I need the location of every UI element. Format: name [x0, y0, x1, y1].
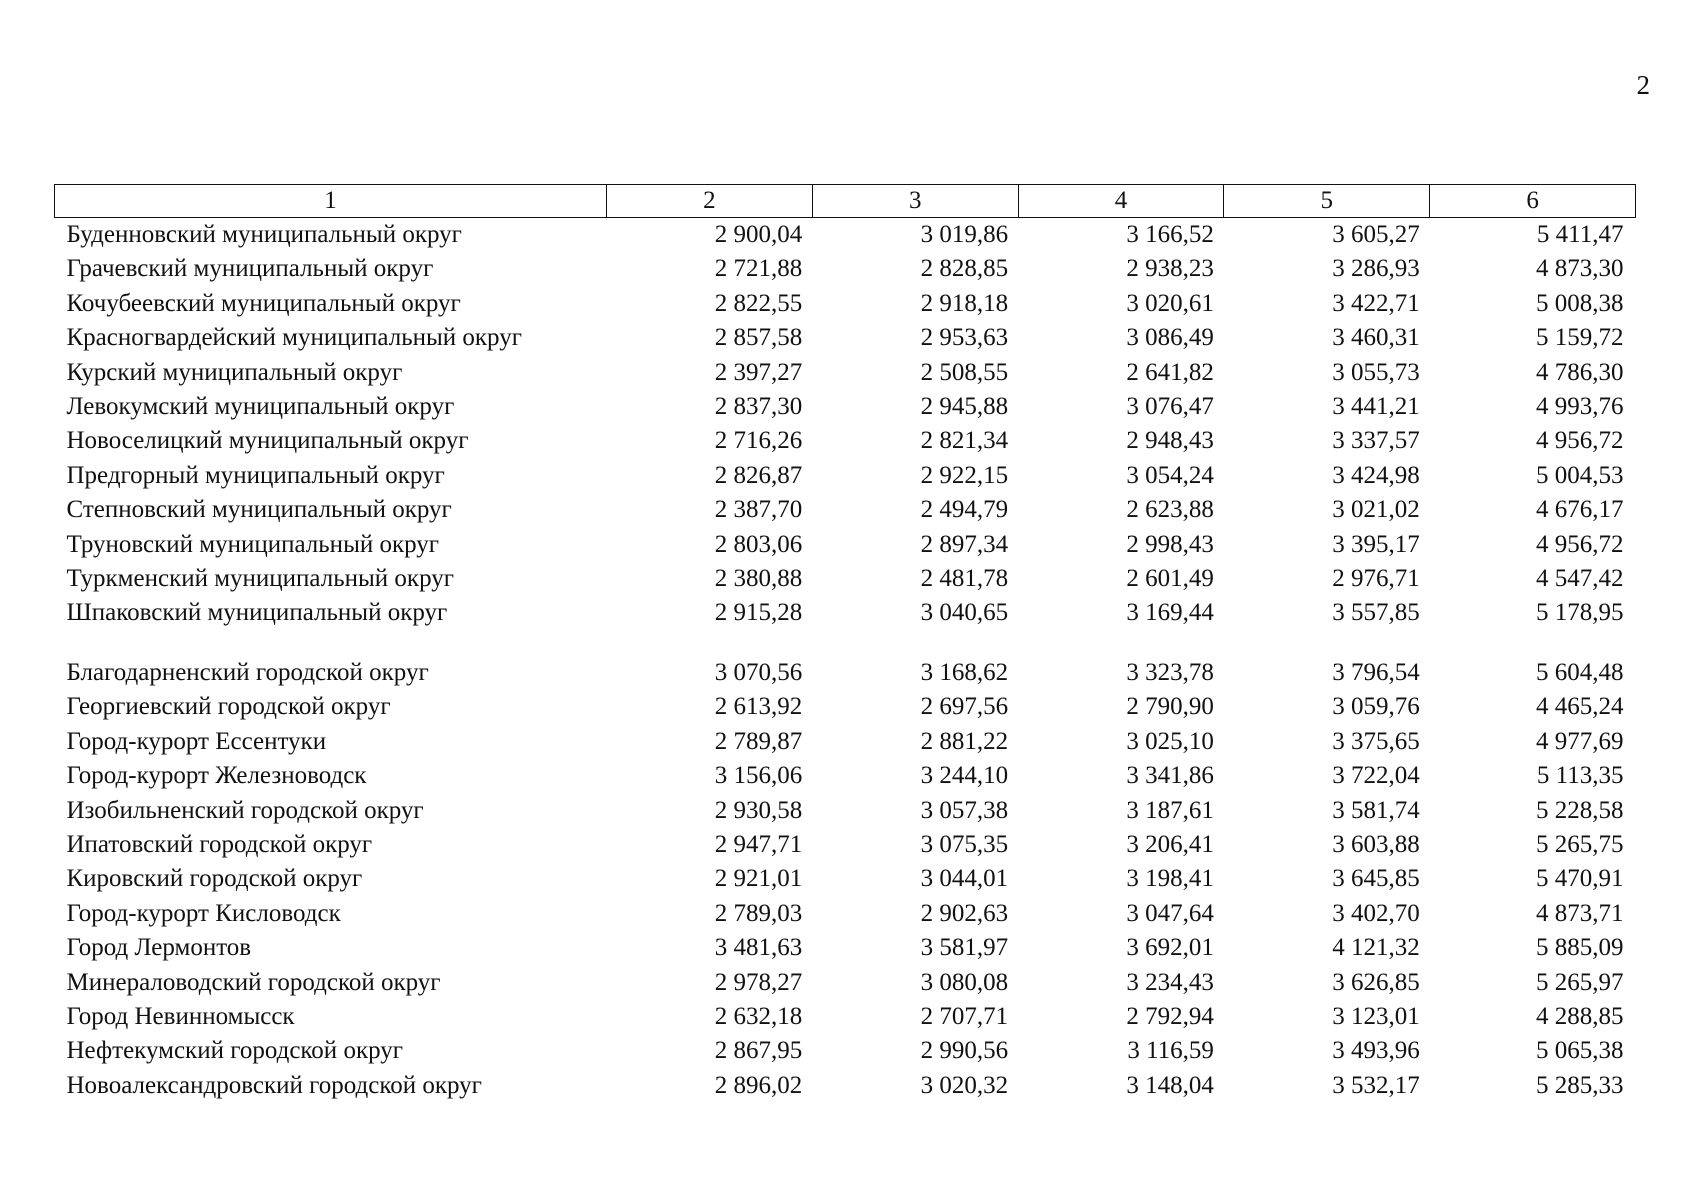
row-value-cell: 3 234,43	[1126, 968, 1214, 996]
row-value-cell: 3 692,01	[1126, 934, 1214, 962]
row-value-cell: 5 265,97	[1535, 968, 1624, 996]
row-value-cell: 3 395,17	[1332, 530, 1420, 558]
table-row	[55, 252, 1636, 286]
row-value-cell: 3 019,86	[920, 221, 1009, 248]
row-value-cell: 3 025,10	[1126, 727, 1214, 755]
table-row	[55, 424, 1636, 458]
row-value-cell: 5 159,72	[1535, 324, 1624, 352]
row-name-cell: Нефтекумский городской округ	[66, 1037, 404, 1065]
row-value-cell: 2 948,43	[1126, 427, 1214, 455]
row-value-cell: 3 076,47	[1126, 393, 1214, 421]
row-value-cell: 2 789,03	[714, 899, 803, 927]
row-name-cell: Город-курорт Железноводск	[66, 762, 367, 790]
row-value-cell: 2 902,63	[920, 899, 1009, 927]
row-value-cell: 5 411,47	[1536, 221, 1624, 248]
row-value-cell: 4 121,32	[1332, 934, 1420, 962]
table-row	[55, 931, 1636, 965]
row-value-cell: 4 873,30	[1535, 255, 1624, 283]
row-value-cell: 3 168,62	[920, 658, 1009, 686]
row-value-cell: 3 424,98	[1332, 461, 1420, 489]
row-name-cell: Степновский муниципальный округ	[66, 496, 452, 524]
row-value-cell: 2 792,94	[1126, 1002, 1214, 1030]
row-value-cell: 3 123,01	[1332, 1002, 1420, 1030]
row-value-cell: 5 008,38	[1535, 289, 1624, 317]
row-value-cell: 2 481,78	[920, 565, 1009, 593]
row-value-cell: 3 722,04	[1332, 762, 1420, 790]
row-value-cell: 4 956,72	[1535, 427, 1624, 455]
row-value-cell: 5 265,75	[1535, 830, 1624, 858]
table-row	[55, 390, 1636, 424]
table-row	[55, 725, 1636, 759]
table-row	[55, 356, 1636, 390]
row-value-cell: 5 113,35	[1536, 762, 1624, 790]
row-value-cell: 4 956,72	[1535, 530, 1624, 558]
row-name-cell: Новоалександровский городской округ	[66, 1071, 482, 1099]
row-value-cell: 2 789,87	[714, 727, 803, 755]
row-value-cell: 2 632,18	[714, 1002, 803, 1030]
row-value-cell: 2 976,71	[1332, 565, 1420, 593]
row-value-cell: 5 604,48	[1535, 658, 1624, 686]
row-name-cell: Георгиевский городской округ	[66, 693, 391, 721]
table-row	[55, 897, 1636, 931]
row-value-cell: 2 397,27	[714, 358, 803, 386]
row-value-cell: 2 945,88	[920, 393, 1009, 421]
row-value-cell: 3 055,73	[1332, 358, 1420, 386]
row-value-cell: 3 645,85	[1332, 865, 1420, 893]
row-value-cell: 3 166,52	[1126, 221, 1214, 248]
row-value-cell: 5 178,95	[1535, 599, 1624, 627]
row-value-cell: 3 020,61	[1126, 289, 1214, 317]
row-name-cell: Новоселицкий муниципальный округ	[66, 427, 469, 455]
row-value-cell: 2 494,79	[920, 496, 1009, 524]
row-value-cell: 5 004,53	[1535, 461, 1624, 489]
row-name-cell: Кочубеевский муниципальный округ	[66, 289, 461, 317]
row-value-cell: 3 581,74	[1332, 796, 1420, 824]
group-spacer-cell	[55, 631, 1636, 656]
row-value-cell: 3 156,06	[714, 762, 803, 790]
row-value-cell: 3 532,17	[1332, 1071, 1420, 1099]
row-value-cell: 3 796,54	[1332, 658, 1420, 686]
table-row	[55, 656, 1636, 690]
row-name-cell: Ипатовский городской округ	[66, 830, 373, 858]
row-value-cell: 2 721,88	[714, 255, 803, 283]
group-spacer-row	[55, 631, 1636, 656]
row-value-cell: 2 947,71	[714, 830, 803, 858]
row-value-cell: 2 623,88	[1126, 496, 1214, 524]
row-value-cell: 3 581,97	[920, 934, 1009, 962]
header-cell-4: 4	[1018, 185, 1224, 218]
row-value-cell: 2 641,82	[1126, 358, 1214, 386]
row-value-cell: 3 047,64	[1126, 899, 1214, 927]
row-name-cell: Минераловодский городской округ	[66, 968, 441, 996]
row-value-cell: 3 375,65	[1332, 727, 1420, 755]
table-row	[55, 321, 1636, 355]
row-value-cell: 5 285,33	[1535, 1071, 1624, 1099]
row-value-cell: 3 337,57	[1332, 427, 1420, 455]
row-value-cell: 4 977,69	[1535, 727, 1624, 755]
row-value-cell: 3 198,41	[1126, 865, 1214, 893]
header-cell-6: 6	[1430, 185, 1636, 218]
row-value-cell: 2 613,92	[714, 693, 803, 721]
header-row	[55, 185, 1636, 218]
row-value-cell: 4 786,30	[1535, 358, 1624, 386]
row-value-cell: 2 508,55	[920, 358, 1009, 386]
row-value-cell: 5 885,09	[1535, 934, 1624, 962]
row-name-cell: Шпаковский муниципальный округ	[66, 599, 448, 627]
row-value-cell: 2 387,70	[714, 496, 803, 524]
row-value-cell: 2 822,55	[714, 289, 803, 317]
row-name-cell: Изобильненский городской округ	[66, 796, 424, 824]
row-value-cell: 3 481,63	[714, 934, 803, 962]
row-name-cell: Левокумский муниципальный округ	[66, 393, 455, 421]
row-value-cell: 3 603,88	[1332, 830, 1420, 858]
row-name-cell: Город-курорт Ессентуки	[66, 727, 327, 755]
row-value-cell: 2 828,85	[920, 255, 1009, 283]
row-value-cell: 2 922,15	[920, 461, 1009, 489]
row-value-cell: 3 605,27	[1332, 221, 1420, 248]
row-value-cell: 2 953,63	[920, 324, 1009, 352]
row-value-cell: 3 075,35	[920, 830, 1009, 858]
row-value-cell: 3 244,10	[920, 762, 1009, 790]
row-value-cell: 2 897,34	[920, 530, 1009, 558]
table-row	[55, 1034, 1636, 1068]
table-row	[55, 218, 1636, 253]
row-value-cell: 3 116,59	[1127, 1037, 1214, 1065]
header-cell-3: 3	[812, 185, 1018, 218]
row-value-cell: 3 148,04	[1126, 1071, 1214, 1099]
table-row	[55, 759, 1636, 793]
row-value-cell: 3 323,78	[1126, 658, 1214, 686]
row-value-cell: 3 070,56	[714, 658, 803, 686]
table-header	[55, 185, 1636, 218]
table-row	[55, 562, 1636, 596]
row-name-cell: Туркменский муниципальный округ	[66, 565, 454, 593]
row-value-cell: 5 228,58	[1535, 796, 1624, 824]
row-value-cell: 3 460,31	[1332, 324, 1420, 352]
row-value-cell: 3 044,01	[920, 865, 1009, 893]
row-value-cell: 2 697,56	[920, 693, 1009, 721]
row-value-cell: 2 990,56	[920, 1037, 1009, 1065]
row-value-cell: 2 707,71	[920, 1002, 1009, 1030]
row-name-cell: Предгорный муниципальный округ	[66, 461, 445, 489]
row-value-cell: 2 921,01	[714, 865, 803, 893]
row-name-cell: Курский муниципальный округ	[66, 358, 403, 386]
row-value-cell: 3 059,76	[1332, 693, 1420, 721]
row-value-cell: 3 021,02	[1332, 496, 1420, 524]
row-name-cell: Город Невинномысск	[66, 1002, 295, 1030]
table-row	[55, 493, 1636, 527]
page-number: 2	[1636, 70, 1650, 100]
row-value-cell: 2 857,58	[714, 324, 803, 352]
row-value-cell: 2 881,22	[920, 727, 1009, 755]
row-value-cell: 2 938,23	[1126, 255, 1214, 283]
row-value-cell: 2 803,06	[714, 530, 803, 558]
row-value-cell: 2 601,49	[1126, 565, 1214, 593]
table-row	[55, 287, 1636, 321]
row-value-cell: 3 286,93	[1332, 255, 1420, 283]
row-value-cell: 4 547,42	[1535, 565, 1624, 593]
row-name-cell: Кировский городской округ	[66, 865, 363, 893]
row-value-cell: 2 918,18	[920, 289, 1009, 317]
table-row	[55, 966, 1636, 1000]
row-name-cell: Буденновский муниципальный округ	[66, 221, 462, 248]
row-value-cell: 3 341,86	[1126, 762, 1214, 790]
row-value-cell: 4 465,24	[1535, 693, 1624, 721]
row-value-cell: 2 826,87	[714, 461, 803, 489]
row-name-cell: Труновский муниципальный округ	[66, 530, 440, 558]
row-value-cell: 2 930,58	[714, 796, 803, 824]
row-value-cell: 2 821,34	[920, 427, 1009, 455]
row-value-cell: 4 873,71	[1535, 899, 1624, 927]
row-value-cell: 2 716,26	[714, 427, 803, 455]
row-value-cell: 3 020,32	[920, 1071, 1009, 1099]
row-value-cell: 2 998,43	[1126, 530, 1214, 558]
header-cell-5: 5	[1224, 185, 1430, 218]
row-value-cell: 3 557,85	[1332, 599, 1420, 627]
row-value-cell: 4 676,17	[1535, 496, 1624, 524]
row-value-cell: 5 470,91	[1535, 865, 1624, 893]
table-body	[55, 218, 1636, 1104]
data-table	[54, 184, 1636, 1103]
row-value-cell: 3 441,21	[1332, 393, 1420, 421]
row-value-cell: 3 206,41	[1126, 830, 1214, 858]
row-name-cell: Город-курорт Кисловодск	[66, 899, 341, 927]
row-name-cell: Благодарненский городской округ	[66, 658, 429, 686]
header-cell-2: 2	[607, 185, 813, 218]
row-value-cell: 4 993,76	[1535, 393, 1624, 421]
row-value-cell: 3 080,08	[920, 968, 1009, 996]
row-value-cell: 3 422,71	[1332, 289, 1420, 317]
header-cell-1: 1	[55, 185, 607, 218]
table-row	[55, 459, 1636, 493]
row-name-cell: Грачевский муниципальный округ	[66, 255, 434, 283]
row-value-cell: 4 288,85	[1535, 1002, 1624, 1030]
table-row	[55, 596, 1636, 630]
row-value-cell: 2 900,04	[714, 221, 803, 248]
row-value-cell: 3 187,61	[1126, 796, 1214, 824]
row-name-cell: Город Лермонтов	[66, 934, 252, 962]
row-value-cell: 3 626,85	[1332, 968, 1420, 996]
row-value-cell: 2 837,30	[714, 393, 803, 421]
table-row	[55, 1000, 1636, 1034]
table-row	[55, 528, 1636, 562]
row-value-cell: 3 040,65	[920, 599, 1009, 627]
row-value-cell: 2 896,02	[714, 1071, 803, 1099]
table-row	[55, 828, 1636, 862]
row-value-cell: 3 402,70	[1332, 899, 1420, 927]
row-value-cell: 2 790,90	[1126, 693, 1214, 721]
row-value-cell: 3 493,96	[1332, 1037, 1420, 1065]
row-value-cell: 2 915,28	[714, 599, 803, 627]
table-row	[55, 1069, 1636, 1103]
row-value-cell: 2 867,95	[714, 1037, 803, 1065]
row-value-cell: 3 086,49	[1126, 324, 1214, 352]
row-value-cell: 2 978,27	[714, 968, 803, 996]
table-row	[55, 794, 1636, 828]
row-name-cell: Красногвардейский муниципальный округ	[66, 324, 522, 352]
row-value-cell: 3 057,38	[920, 796, 1009, 824]
row-value-cell: 2 380,88	[714, 565, 803, 593]
row-value-cell: 3 054,24	[1126, 461, 1214, 489]
row-value-cell: 5 065,38	[1535, 1037, 1624, 1065]
table-row	[55, 862, 1636, 896]
row-value-cell: 3 169,44	[1126, 599, 1214, 627]
table-row	[55, 690, 1636, 724]
